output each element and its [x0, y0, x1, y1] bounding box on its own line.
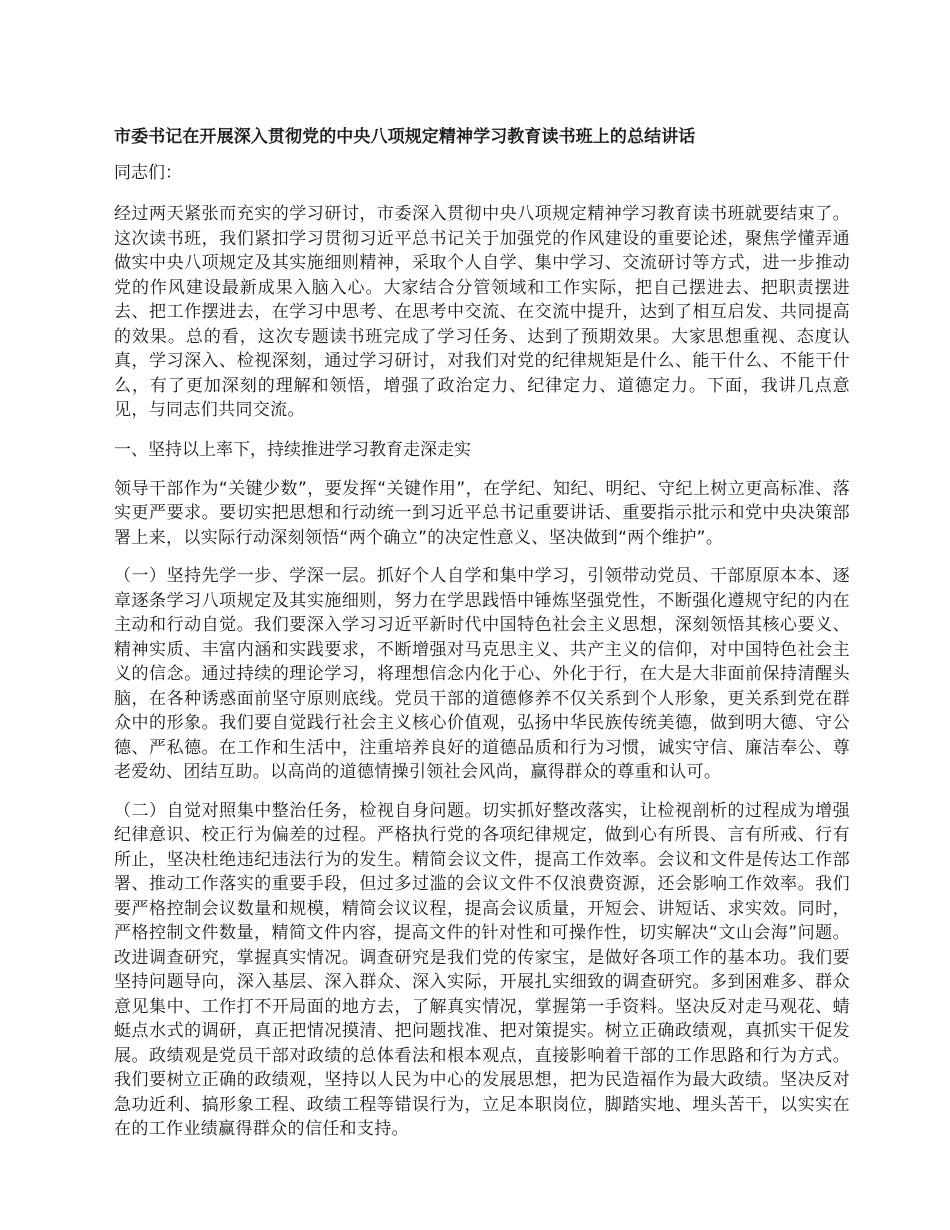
section-1-point-1-paragraph: （一）坚持先学一步、学深一层。抓好个人自学和集中学习，引领带动党员、干部原原本本、逐章逐条学习八项规定及其实施细则，努力在学思践悟中锤炼坚强党性，不断强化遵规守纪的内在主动和行动自觉。我们要深入学习习近平新时代中国特色社会主义思想，深刻领悟其核心要义、精神实质、丰富内涵和实践要求，不断增强对马克思主义、共产主义的信仰，对中国特色社会主义的信念。通过持续的理论学习，将理想信念内化于心、外化于行，在大是大非面前保持清醒头脑，在各种诱惑面前坚守原则底线。党员干部的道德修养不仅关系到个人形象，更关系到党在群众中的形象。我们要自觉践行社会主义核心价值观，弘扬中华民族传统美德，做到明大德、守公德、严私德。在工作和生活中，注重培养良好的道德品质和行为习惯，诚实守信、廉洁奉公、尊老爱幼、团结互助。以高尚的道德情操引领社会风尚，赢得群众的尊重和认可。 — [114, 566, 850, 782]
section-1-intro-paragraph: 领导干部作为“关键少数”，要发挥“关键作用”，在学纪、知纪、明纪、守纪上树立更高标准、落实更严要求。要切实把思想和行动统一到习近平总书记重要讲话、重要指示批示和党中央决策部署上来，以实际行动深刻领悟“两个确立”的决定性意义、坚决做到“两个维护”。 — [114, 478, 850, 548]
section-heading-1: 一、坚持以上率下，持续推进学习教育走深走实 — [114, 439, 471, 460]
document-title: 市委书记在开展深入贯彻党的中央八项规定精神学习教育读书班上的总结讲话 — [114, 127, 696, 147]
salutation: 同志们： — [114, 163, 182, 183]
section-1-point-2-paragraph: （二）自觉对照集中整治任务，检视自身问题。切实抓好整改落实，让检视剖析的过程成为增强纪律意识、校正行为偏差的过程。严格执行党的各项纪律规定，做到心有所畏、言有所戒、行有所止，坚决杜绝违纪违法行为的发生。精简会议文件，提高工作效率。会议和文件是传达工作部署、推动工作落实的重要手段，但过多过滥的会议文件不仅浪费资源，还会影响工作效率。我们要严格控制会议数量和规模，精简会议议程，提高会议质量，开短会、讲短话、求实效。同时，严格控制文件数量，精简文件内容，提高文件的针对性和可操作性，切实解决“文山会海”问题。改进调查研究，掌握真实情况。调查研究是我们党的传家宝，是做好各项工作的基本功。我们要坚持问题导向，深入基层、深入群众、深入实际，开展扎实细致的调查研究。多到困难多、群众意见集中、工作打不开局面的地方去，了解真实情况，掌握第一手资料。坚决反对走马观花、蜻蜓点水式的调研，真正把情况摸清、把问题找准、把对策提实。树立正确政绩观，真抓实干促发展。政绩观是党员干部对政绩的总体看法和根本观点，直接影响着干部的工作思路和行为方式。我们要树立正确的政绩观，坚持以人民为中心的发展思想，把为民造福作为最大政绩。坚决反对急功近利、搞形象工程、政绩工程等错误行为，立足本职岗位，脚踏实地、埋头苦干，以实实在在的工作业绩赢得群众的信任和支持。 — [114, 800, 850, 1139]
opening-paragraph: 经过两天紧张而充实的学习研讨，市委深入贯彻中央八项规定精神学习教育读书班就要结束了。这次读书班，我们紧扣学习贯彻习近平总书记关于加强党的作风建设的重要论述，聚焦学懂弄通做实中央八项规定及其实施细则精神，采取个人自学、集中学习、交流研讨等方式，进一步推动党的作风建设最新成果入脑入心。大家结合分管领域和工作实际，把自己摆进去、把职责摆进去、把工作摆进去，在学习中思考、在思考中交流、在交流中提升，达到了相互启发、共同提高的效果。总的看，这次专题读书班完成了学习任务、达到了预期效果。大家思想重视、态度认真，学习深入、检视深刻，通过学习研讨，对我们对党的纪律规矩是什么、能干什么、不能干什么，有了更加深刻的理解和领悟，增强了政治定力、纪律定力、道德定力。下面，我讲几点意见，与同志们共同交流。 — [114, 204, 850, 420]
document-page — [114, 124, 850, 1156]
